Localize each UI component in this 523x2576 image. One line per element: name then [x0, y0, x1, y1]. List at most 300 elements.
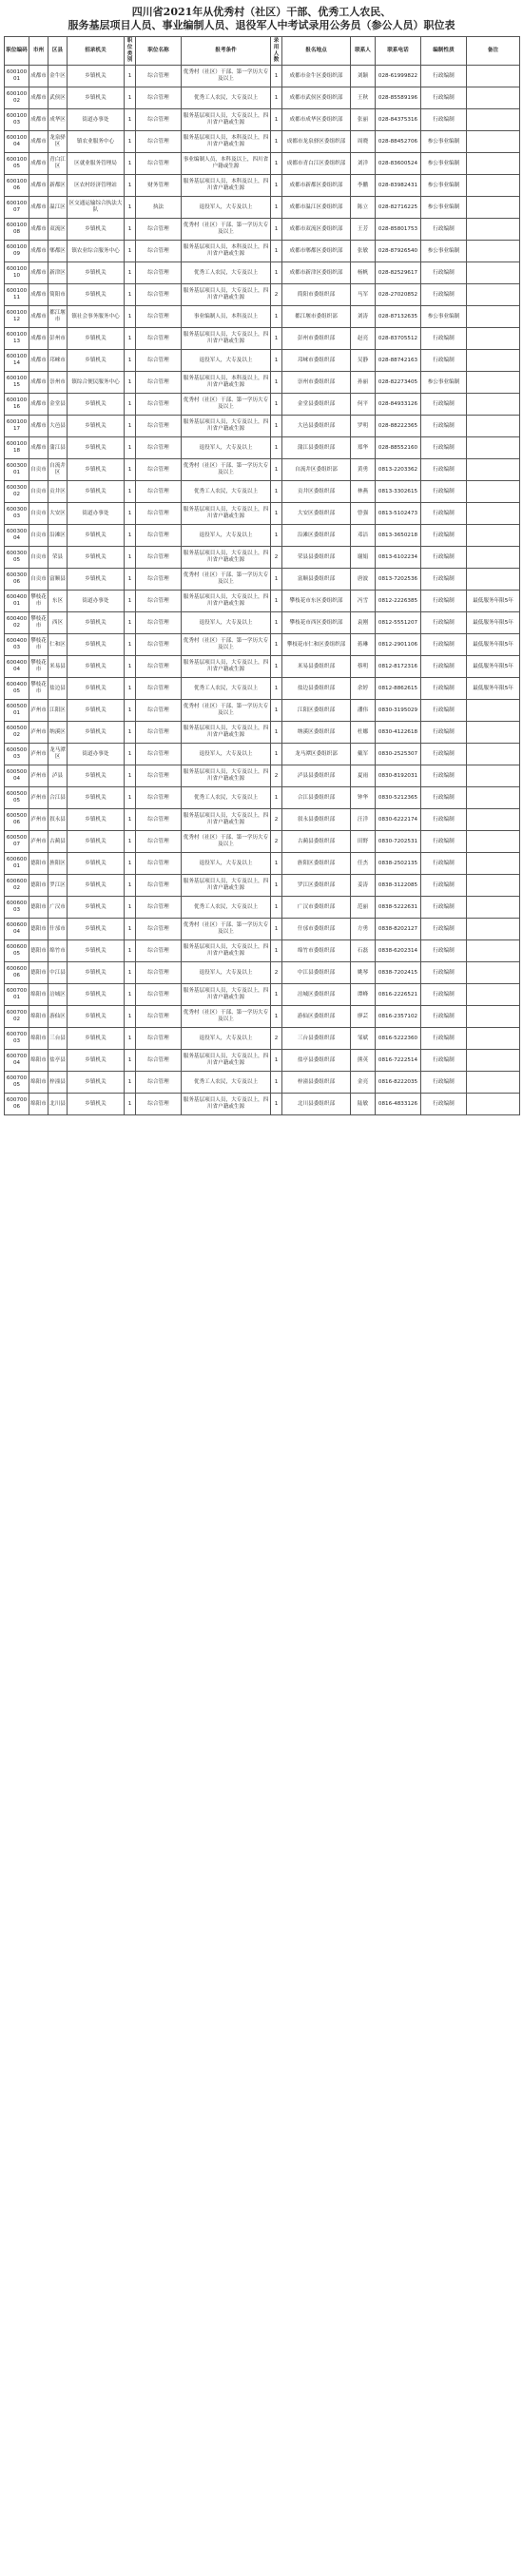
requirements-cell: 优秀工人农民，大专及以上 [182, 897, 271, 919]
post-name-cell: 综合管理 [136, 87, 182, 109]
phone-cell: 0813-7202536 [376, 569, 421, 591]
registration-place-cell: 大邑县委组织部 [282, 416, 351, 437]
requirements-cell: 退役军人，大专及以上 [182, 437, 271, 459]
phone-cell: 0812-8172316 [376, 656, 421, 678]
county-cell: 盐亭县 [48, 1050, 68, 1072]
requirements-cell: 优秀工人农民，大专及以上 [182, 262, 271, 284]
post-name-cell: 综合管理 [136, 919, 182, 940]
contact-cell: 吴静 [351, 350, 376, 372]
position-code-cell: 60010011 [5, 284, 29, 306]
contact-cell: 戴军 [351, 744, 376, 765]
staffing-type-cell: 行政编制 [421, 656, 467, 678]
city-cell: 绵阳市 [29, 1006, 48, 1028]
county-cell: 纳溪区 [48, 722, 68, 744]
category-cell: 1 [125, 66, 136, 87]
remarks-cell [467, 1050, 520, 1072]
category-cell: 1 [125, 700, 136, 722]
table-row [5, 131, 520, 153]
contact-cell: 谢娟 [351, 547, 376, 569]
registration-place-cell: 成都市青白江区委组织部 [282, 153, 351, 175]
staffing-type-cell: 行政编制 [421, 875, 467, 897]
category-cell: 1 [125, 853, 136, 875]
county-cell: 三台县 [48, 1028, 68, 1050]
requirements-cell: 优秀村（社区）干部、第一学历大专及以上 [182, 700, 271, 722]
county-cell: 西区 [48, 612, 68, 634]
county-cell: 仁和区 [48, 634, 68, 656]
county-cell: 合江县 [48, 787, 68, 809]
requirements-cell: 服务基层项目人员，大专及以上，四川省户籍或生源 [182, 809, 271, 831]
staffing-type-cell: 行政编制 [421, 1006, 467, 1028]
registration-place-cell: 崇州市委组织部 [282, 372, 351, 394]
remarks-cell [467, 153, 520, 175]
registration-place-cell: 广汉市委组织部 [282, 897, 351, 919]
registration-place-cell: 泸县县委组织部 [282, 765, 351, 787]
contact-cell: 任杰 [351, 853, 376, 875]
header-cell: 联系人 [351, 37, 376, 66]
city-cell: 绵阳市 [29, 1050, 48, 1072]
staffing-type-cell: 行政编制 [421, 437, 467, 459]
remarks-cell [467, 284, 520, 306]
city-cell: 泸州市 [29, 809, 48, 831]
requirements-cell: 服务基层项目人员，大专及以上，四川省户籍或生源 [182, 328, 271, 350]
table-row [5, 569, 520, 591]
remarks-cell [467, 525, 520, 547]
position-code-cell: 60010015 [5, 372, 29, 394]
phone-cell: 0830-5212365 [376, 787, 421, 809]
position-code-cell: 60070003 [5, 1028, 29, 1050]
contact-cell: 范丽 [351, 897, 376, 919]
requirements-cell: 优秀村（社区）干部、第一学历大专及以上 [182, 919, 271, 940]
registration-place-cell: 成都市温江区委组织部 [282, 197, 351, 219]
phone-cell: 0816-5222360 [376, 1028, 421, 1050]
phone-cell: 028-85589196 [376, 87, 421, 109]
staffing-type-cell: 行政编制 [421, 1094, 467, 1115]
table-row [5, 897, 520, 919]
hire-count-cell: 1 [271, 153, 282, 175]
post-name-cell: 综合管理 [136, 241, 182, 262]
phone-cell: 0812-8862615 [376, 678, 421, 700]
county-cell: 游仙区 [48, 1006, 68, 1028]
registration-place-cell: 彭州市委组织部 [282, 328, 351, 350]
phone-cell: 0813-3302615 [376, 481, 421, 503]
hire-count-cell: 1 [271, 1094, 282, 1115]
registration-place-cell: 自流井区委组织部 [282, 459, 351, 481]
registration-place-cell: 成都市新津区委组织部 [282, 262, 351, 284]
agency-cell: 街道办事处 [68, 503, 125, 525]
county-cell: 彭州市 [48, 328, 68, 350]
hire-count-cell: 1 [271, 656, 282, 678]
post-name-cell: 财务管理 [136, 175, 182, 197]
remarks-cell [467, 919, 520, 940]
agency-cell: 乡镇机关 [68, 284, 125, 306]
registration-place-cell: 叙永县委组织部 [282, 809, 351, 831]
category-cell: 1 [125, 612, 136, 634]
table-row [5, 612, 520, 634]
post-name-cell: 综合管理 [136, 940, 182, 962]
table-row [5, 503, 520, 525]
requirements-cell: 服务基层项目人员，大专及以上，四川省户籍或生源 [182, 1094, 271, 1115]
contact-cell: 余婷 [351, 678, 376, 700]
hire-count-cell: 1 [271, 131, 282, 153]
requirements-cell: 优秀村（社区）干部、第一学历大专及以上 [182, 394, 271, 416]
registration-place-cell: 富顺县委组织部 [282, 569, 351, 591]
category-cell: 1 [125, 459, 136, 481]
post-name-cell: 综合管理 [136, 765, 182, 787]
requirements-cell: 退役军人，大专及以上 [182, 853, 271, 875]
city-cell: 成都市 [29, 109, 48, 131]
staffing-type-cell: 参公事业编制 [421, 306, 467, 328]
table-row [5, 634, 520, 656]
position-code-cell: 60010001 [5, 66, 29, 87]
header-cell: 职位名称 [136, 37, 182, 66]
header-cell: 市州 [29, 37, 48, 66]
remarks-cell [467, 875, 520, 897]
position-code-cell: 60050002 [5, 722, 29, 744]
agency-cell: 乡镇机关 [68, 656, 125, 678]
county-cell: 罗江区 [48, 875, 68, 897]
county-cell: 崇州市 [48, 372, 68, 394]
position-code-cell: 60040002 [5, 612, 29, 634]
post-name-cell: 综合管理 [136, 525, 182, 547]
requirements-cell: 优秀村（社区）干部、第一学历大专及以上 [182, 66, 271, 87]
category-cell: 1 [125, 87, 136, 109]
county-cell: 龙泉驿区 [48, 131, 68, 153]
requirements-cell: 退役军人，大专及以上 [182, 1028, 271, 1050]
staffing-type-cell: 行政编制 [421, 394, 467, 416]
position-table [4, 36, 520, 1115]
contact-cell: 王芳 [351, 219, 376, 241]
city-cell: 绵阳市 [29, 1028, 48, 1050]
category-cell: 1 [125, 984, 136, 1006]
table-row [5, 197, 520, 219]
city-cell: 泸州市 [29, 765, 48, 787]
phone-cell: 028-88742163 [376, 350, 421, 372]
post-name-cell: 综合管理 [136, 437, 182, 459]
agency-cell: 区就业服务管理局 [68, 153, 125, 175]
city-cell: 自贡市 [29, 569, 48, 591]
position-code-cell: 60010009 [5, 241, 29, 262]
category-cell: 1 [125, 109, 136, 131]
contact-cell: 杨帆 [351, 262, 376, 284]
city-cell: 绵阳市 [29, 1094, 48, 1115]
registration-place-cell: 什邡市委组织部 [282, 919, 351, 940]
phone-cell: 0830-3195029 [376, 700, 421, 722]
registration-place-cell: 成都市龙泉驿区委组织部 [282, 131, 351, 153]
position-code-cell: 60010014 [5, 350, 29, 372]
city-cell: 德阳市 [29, 897, 48, 919]
phone-cell: 0816-2226521 [376, 984, 421, 1006]
table-row [5, 591, 520, 612]
requirements-cell: 优秀村（社区）干部、第一学历大专及以上 [182, 1006, 271, 1028]
phone-cell: 0812-2901106 [376, 634, 421, 656]
post-name-cell: 综合管理 [136, 503, 182, 525]
position-code-cell: 60010002 [5, 87, 29, 109]
agency-cell: 乡镇机关 [68, 1072, 125, 1094]
agency-cell: 乡镇机关 [68, 809, 125, 831]
registration-place-cell: 盐亭县委组织部 [282, 1050, 351, 1072]
contact-cell: 冯雪 [351, 591, 376, 612]
position-code-cell: 60070001 [5, 984, 29, 1006]
agency-cell: 乡镇机关 [68, 919, 125, 940]
position-code-cell: 60030006 [5, 569, 29, 591]
city-cell: 攀枝花市 [29, 656, 48, 678]
category-cell: 1 [125, 547, 136, 569]
table-row [5, 109, 520, 131]
staffing-type-cell: 行政编制 [421, 481, 467, 503]
remarks-cell [467, 1006, 520, 1028]
city-cell: 成都市 [29, 262, 48, 284]
agency-cell: 乡镇机关 [68, 897, 125, 919]
city-cell: 自贡市 [29, 525, 48, 547]
hire-count-cell: 1 [271, 87, 282, 109]
hire-count-cell: 1 [271, 634, 282, 656]
contact-cell: 林燕 [351, 481, 376, 503]
agency-cell: 镇农业服务中心 [68, 131, 125, 153]
position-code-cell: 60070005 [5, 1072, 29, 1094]
requirements-cell: 退役军人，大专及以上 [182, 350, 271, 372]
hire-count-cell: 1 [271, 175, 282, 197]
county-cell: 绵竹市 [48, 940, 68, 962]
city-cell: 成都市 [29, 66, 48, 87]
county-cell: 什邡市 [48, 919, 68, 940]
post-name-cell: 综合管理 [136, 394, 182, 416]
remarks-cell [467, 940, 520, 962]
city-cell: 成都市 [29, 306, 48, 328]
county-cell: 广汉市 [48, 897, 68, 919]
position-code-cell: 60010013 [5, 328, 29, 350]
remarks-cell [467, 1028, 520, 1050]
hire-count-cell: 1 [271, 940, 282, 962]
county-cell: 荣县 [48, 547, 68, 569]
phone-cell: 0830-2525307 [376, 744, 421, 765]
county-cell: 大邑县 [48, 416, 68, 437]
post-name-cell: 综合管理 [136, 634, 182, 656]
staffing-type-cell: 行政编制 [421, 809, 467, 831]
position-code-cell: 60010004 [5, 131, 29, 153]
post-name-cell: 综合管理 [136, 962, 182, 984]
table-row [5, 153, 520, 175]
phone-cell: 028-87926540 [376, 241, 421, 262]
table-row [5, 875, 520, 897]
county-cell: 涪城区 [48, 984, 68, 1006]
requirements-cell: 服务基层项目人员，本科及以上，四川省户籍或生源 [182, 372, 271, 394]
phone-cell: 0816-7222514 [376, 1050, 421, 1072]
position-code-cell: 60010006 [5, 175, 29, 197]
post-name-cell: 综合管理 [136, 131, 182, 153]
county-cell: 北川县 [48, 1094, 68, 1115]
requirements-cell: 优秀村（社区）干部、第一学历大专及以上 [182, 459, 271, 481]
hire-count-cell: 1 [271, 459, 282, 481]
county-cell: 蒲江县 [48, 437, 68, 459]
category-cell: 1 [125, 525, 136, 547]
hire-count-cell: 1 [271, 919, 282, 940]
position-code-cell: 60060001 [5, 853, 29, 875]
category-cell: 1 [125, 131, 136, 153]
agency-cell: 乡镇机关 [68, 984, 125, 1006]
category-cell: 1 [125, 1072, 136, 1094]
remarks-cell [467, 372, 520, 394]
staffing-type-cell: 行政编制 [421, 284, 467, 306]
agency-cell: 街道办事处 [68, 109, 125, 131]
table-row [5, 940, 520, 962]
agency-cell: 乡镇机关 [68, 940, 125, 962]
city-cell: 自贡市 [29, 481, 48, 503]
remarks-cell [467, 897, 520, 919]
phone-cell: 0838-2502135 [376, 853, 421, 875]
category-cell: 1 [125, 306, 136, 328]
post-name-cell: 综合管理 [136, 700, 182, 722]
city-cell: 成都市 [29, 437, 48, 459]
category-cell: 1 [125, 765, 136, 787]
county-cell: 大安区 [48, 503, 68, 525]
post-name-cell: 综合管理 [136, 591, 182, 612]
table-row [5, 984, 520, 1006]
contact-cell: 陆敏 [351, 1094, 376, 1115]
requirements-cell: 服务基层项目人员，大专及以上，四川省户籍或生源 [182, 940, 271, 962]
requirements-cell: 服务基层项目人员，大专及以上，四川省户籍或生源 [182, 284, 271, 306]
remarks-cell [467, 175, 520, 197]
table-row [5, 853, 520, 875]
phone-cell: 0838-5222631 [376, 897, 421, 919]
phone-cell: 028-88452706 [376, 131, 421, 153]
remarks-cell [467, 1072, 520, 1094]
city-cell: 成都市 [29, 197, 48, 219]
hire-count-cell: 1 [271, 612, 282, 634]
county-cell: 双流区 [48, 219, 68, 241]
contact-cell: 方勇 [351, 919, 376, 940]
phone-cell: 028-83982431 [376, 175, 421, 197]
post-name-cell: 综合管理 [136, 372, 182, 394]
staffing-type-cell: 行政编制 [421, 853, 467, 875]
hire-count-cell: 1 [271, 1072, 282, 1094]
county-cell: 叙永县 [48, 809, 68, 831]
remarks-cell: 最低服务年限5年 [467, 656, 520, 678]
position-code-cell: 60010005 [5, 153, 29, 175]
registration-place-cell: 旌阳区委组织部 [282, 853, 351, 875]
hire-count-cell: 1 [271, 984, 282, 1006]
remarks-cell [467, 809, 520, 831]
phone-cell: 028-82529617 [376, 262, 421, 284]
hire-count-cell: 2 [271, 284, 282, 306]
category-cell: 1 [125, 416, 136, 437]
staffing-type-cell: 行政编制 [421, 612, 467, 634]
remarks-cell [467, 1094, 520, 1115]
county-cell: 都江堰市 [48, 306, 68, 328]
table-row [5, 481, 520, 503]
requirements-cell: 服务基层项目人员，大专及以上，四川省户籍或生源 [182, 591, 271, 612]
hire-count-cell: 1 [271, 503, 282, 525]
position-code-cell: 60070006 [5, 1094, 29, 1115]
position-code-cell: 60030004 [5, 525, 29, 547]
contact-cell: 李鹏 [351, 175, 376, 197]
contact-cell: 张丽 [351, 109, 376, 131]
hire-count-cell: 1 [271, 700, 282, 722]
position-code-cell: 60050003 [5, 744, 29, 765]
category-cell: 1 [125, 831, 136, 853]
registration-place-cell: 攀枝花市西区委组织部 [282, 612, 351, 634]
hire-count-cell: 1 [271, 481, 282, 503]
header-cell: 招录机关 [68, 37, 125, 66]
table-row [5, 700, 520, 722]
table-row [5, 350, 520, 372]
post-name-cell: 综合管理 [136, 284, 182, 306]
agency-cell: 乡镇机关 [68, 66, 125, 87]
position-code-cell: 60050005 [5, 787, 29, 809]
category-cell: 1 [125, 591, 136, 612]
requirements-cell: 退役军人，大专及以上 [182, 525, 271, 547]
registration-place-cell: 罗江区委组织部 [282, 875, 351, 897]
staffing-type-cell: 行政编制 [421, 787, 467, 809]
contact-cell: 赵亮 [351, 328, 376, 350]
agency-cell: 乡镇机关 [68, 350, 125, 372]
table-row [5, 372, 520, 394]
table-row [5, 87, 520, 109]
hire-count-cell: 1 [271, 1006, 282, 1028]
hire-count-cell: 1 [271, 372, 282, 394]
agency-cell: 街道办事处 [68, 591, 125, 612]
table-row [5, 241, 520, 262]
city-cell: 成都市 [29, 350, 48, 372]
hire-count-cell: 1 [271, 853, 282, 875]
post-name-cell: 综合管理 [136, 612, 182, 634]
remarks-cell [467, 831, 520, 853]
contact-cell: 蒋琳 [351, 634, 376, 656]
phone-cell: 0816-8222035 [376, 1072, 421, 1094]
post-name-cell: 综合管理 [136, 1094, 182, 1115]
phone-cell: 028-82273405 [376, 372, 421, 394]
registration-place-cell: 梓潼县委组织部 [282, 1072, 351, 1094]
city-cell: 成都市 [29, 328, 48, 350]
remarks-cell [467, 87, 520, 109]
table-row [5, 1094, 520, 1115]
agency-cell: 乡镇机关 [68, 394, 125, 416]
staffing-type-cell: 行政编制 [421, 919, 467, 940]
position-code-cell: 60010010 [5, 262, 29, 284]
post-name-cell: 综合管理 [136, 744, 182, 765]
county-cell: 新都区 [48, 175, 68, 197]
staffing-type-cell: 行政编制 [421, 525, 467, 547]
requirements-cell: 服务基层项目人员，大专及以上，四川省户籍或生源 [182, 765, 271, 787]
agency-cell: 乡镇机关 [68, 219, 125, 241]
requirements-cell: 服务基层项目人员，大专及以上，四川省户籍或生源 [182, 109, 271, 131]
registration-place-cell: 邛崃市委组织部 [282, 350, 351, 372]
remarks-cell [467, 328, 520, 350]
hire-count-cell: 2 [271, 547, 282, 569]
remarks-cell [467, 241, 520, 262]
staffing-type-cell: 行政编制 [421, 219, 467, 241]
city-cell: 攀枝花市 [29, 591, 48, 612]
post-name-cell: 综合管理 [136, 897, 182, 919]
registration-place-cell: 龙马潭区委组织部 [282, 744, 351, 765]
county-cell: 新津区 [48, 262, 68, 284]
table-row [5, 1050, 520, 1072]
agency-cell: 乡镇机关 [68, 700, 125, 722]
remarks-cell [467, 481, 520, 503]
registration-place-cell: 游仙区委组织部 [282, 1006, 351, 1028]
remarks-cell [467, 722, 520, 744]
agency-cell: 乡镇机关 [68, 962, 125, 984]
registration-place-cell: 北川县委组织部 [282, 1094, 351, 1115]
post-name-cell: 综合管理 [136, 1006, 182, 1028]
hire-count-cell: 1 [271, 306, 282, 328]
post-name-cell: 综合管理 [136, 350, 182, 372]
agency-cell: 乡镇机关 [68, 875, 125, 897]
contact-cell: 周晓 [351, 131, 376, 153]
phone-cell: 0830-4122618 [376, 722, 421, 744]
agency-cell: 乡镇机关 [68, 722, 125, 744]
post-name-cell: 综合管理 [136, 153, 182, 175]
table-row [5, 328, 520, 350]
